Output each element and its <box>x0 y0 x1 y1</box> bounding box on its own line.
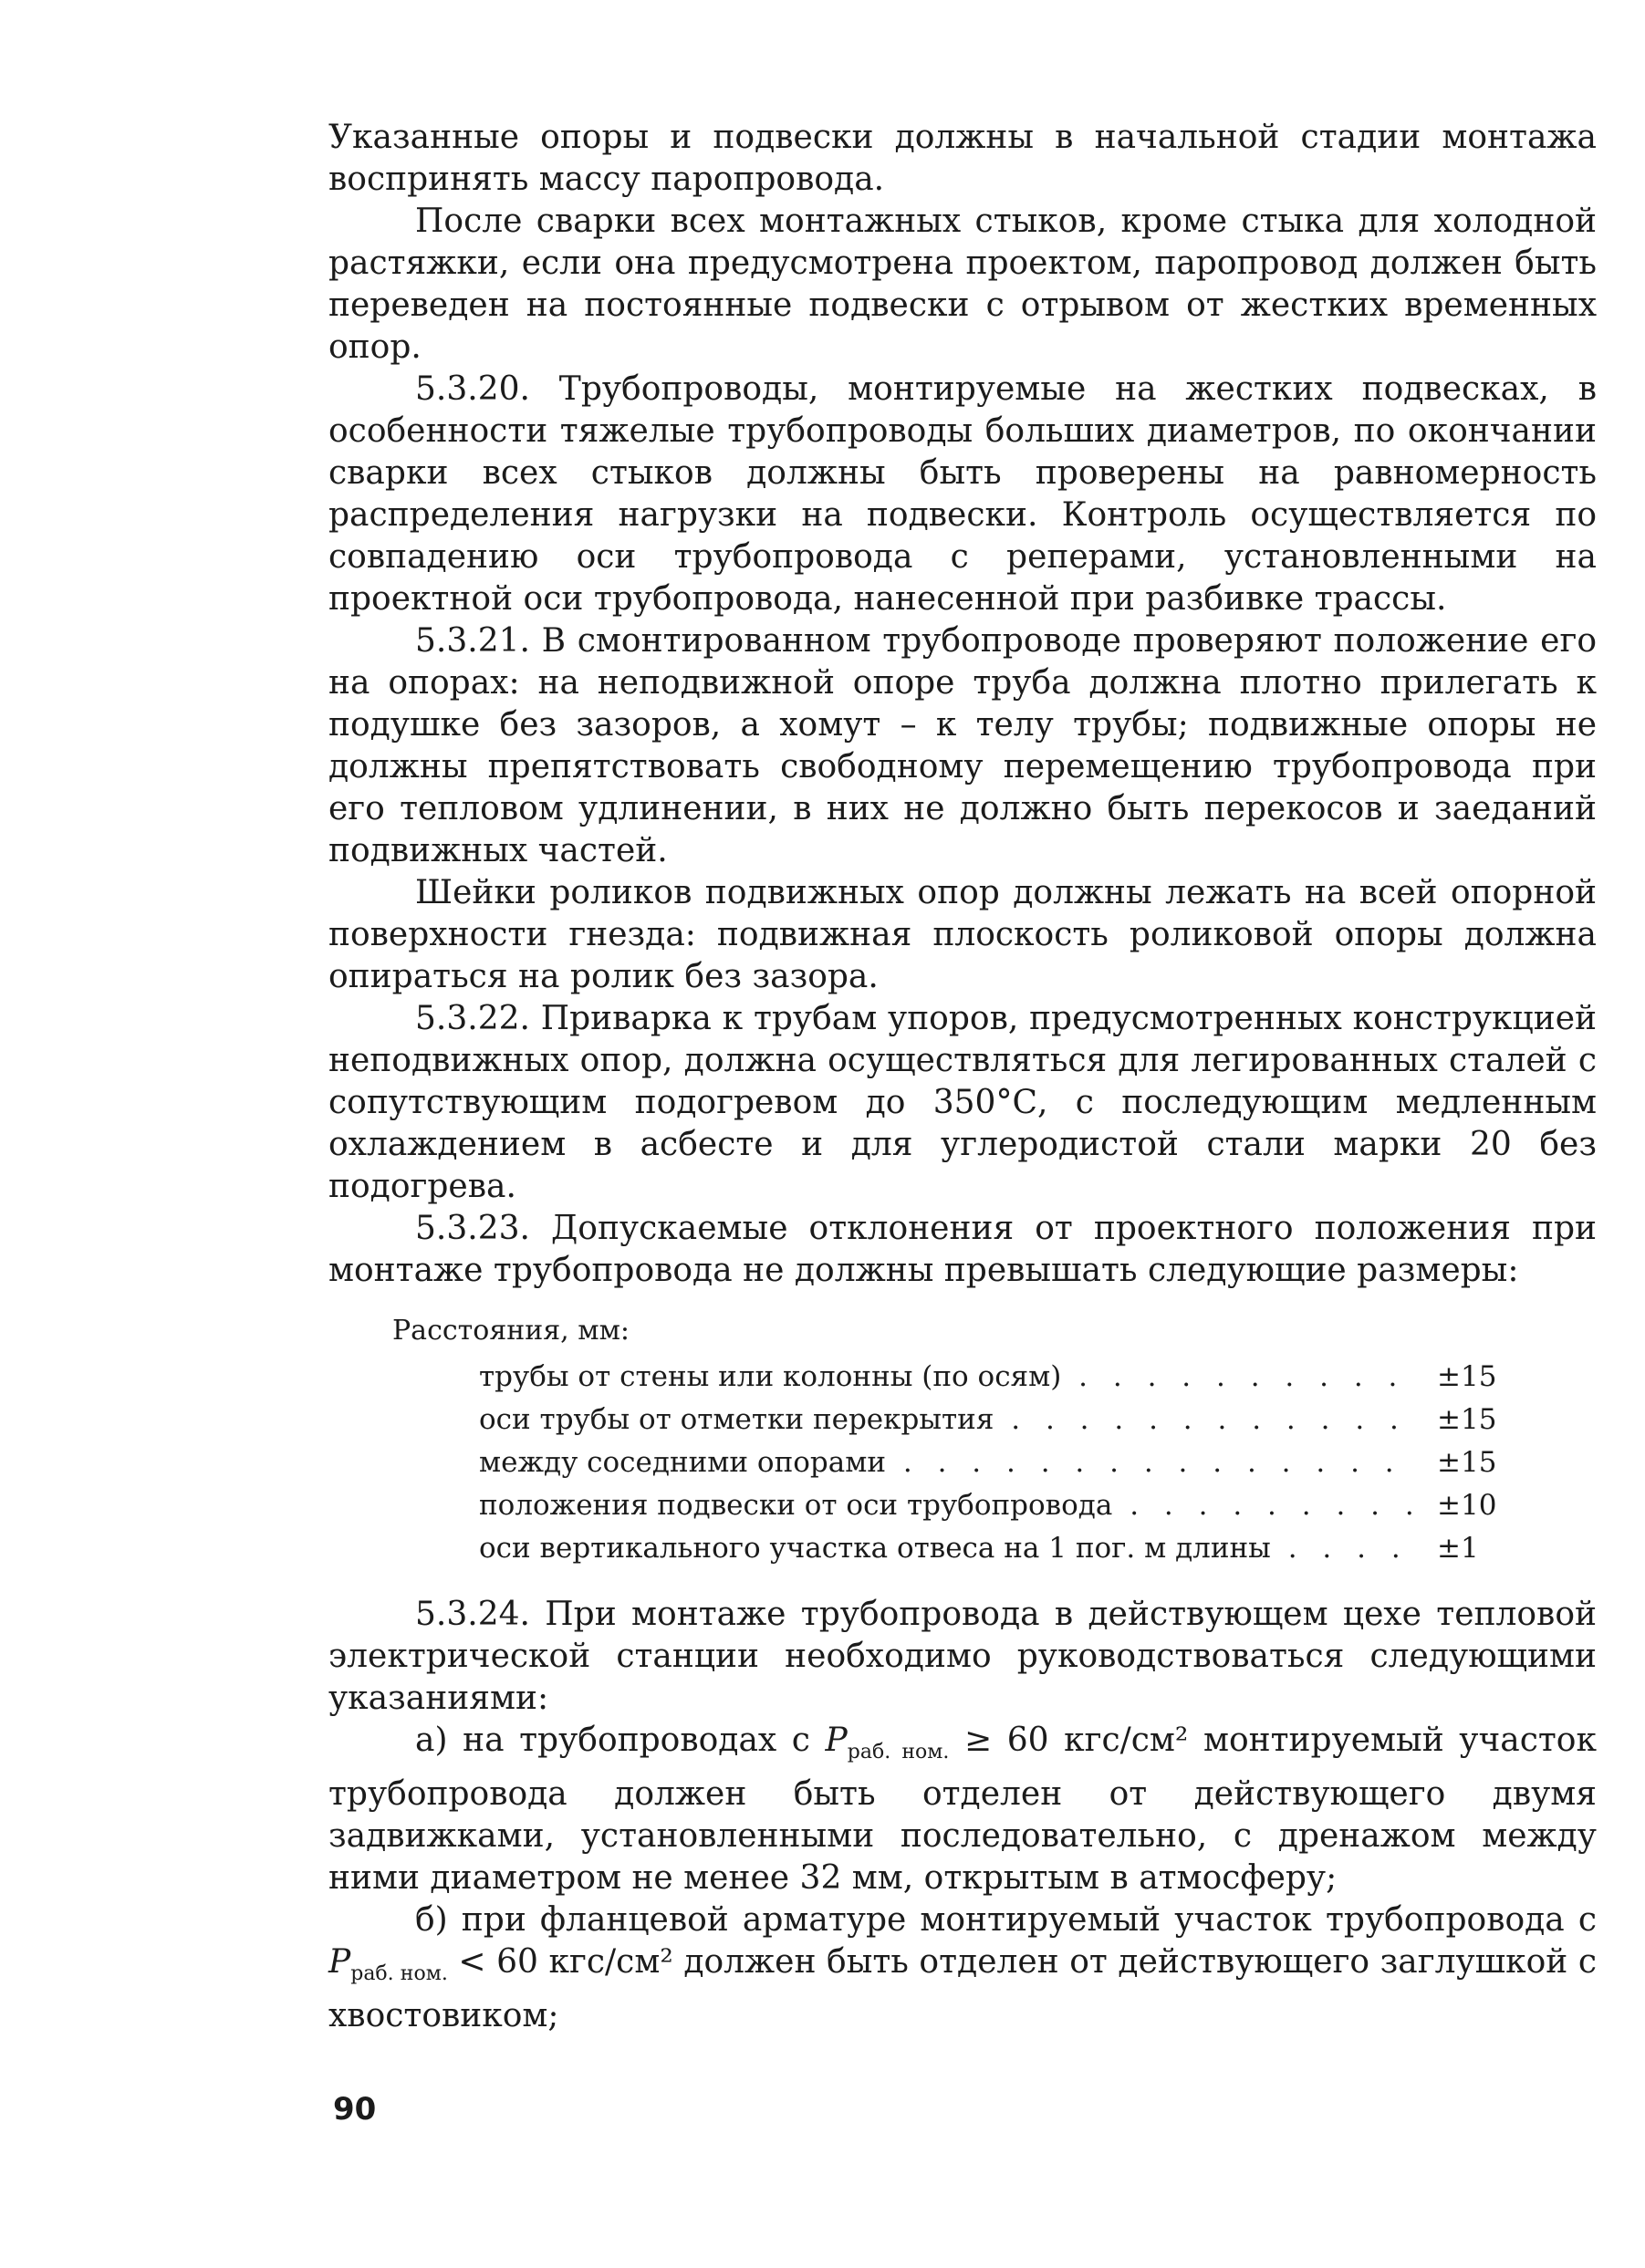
table-row <box>479 1527 1537 1570</box>
row-label: оси вертикального участка отвеса на 1 пог. м длины . . . <box>479 1527 1419 1570</box>
pressure-symbol: P <box>825 1722 848 1759</box>
tolerance-caption: Расстояния, мм: <box>392 1315 630 1347</box>
table-row <box>479 1399 1537 1441</box>
item-a-text: ≥ 60 кгс/см² монтируемый участок трубопровода должен быть отделен от действующего двумя задвижками, установленными последовательно, с дренажом между ними диаметром не менее 32 мм, открытым в атмосферу; <box>328 1722 1597 1898</box>
row-value: ±15 <box>1419 1441 1537 1484</box>
item-b-prefix: б) при фланцевой арматуре монтируемый участок трубопровода с <box>415 1901 1597 1940</box>
table-row <box>479 1356 1537 1399</box>
pressure-subscript: раб. ном. <box>350 1962 448 1986</box>
paragraph-item-b <box>328 1899 1597 2037</box>
body-text <box>328 117 1597 2037</box>
paragraph-5-3-22: 5.3.22. Приварка к трубам упоров, предусмотренных конструкцией неподвижных опор, должна осуществляться для легированных сталей с сопутствующим подогревом до 350°С, с последующим медленным охлаждением в асбесте и для углеродистой стали марки 20 без подогрева. <box>328 1000 1597 1205</box>
item-a-prefix: а) на трубопроводах с <box>415 1722 826 1759</box>
item-b-text: < 60 кгс/см² должен быть отделен от действующего заглушкой с хвостовиком; <box>328 1943 1597 2035</box>
tolerance-table <box>479 1356 1537 1570</box>
table-row <box>479 1484 1537 1527</box>
row-label: между соседними опорами . . . <box>479 1441 1419 1484</box>
paragraph-5-3-20: 5.3.20. Трубопроводы, монтируемые на жестких подвесках, в особенности тяжелые трубопроводы больших диаметров, по окончании сварки всех стыков должны быть проверены на равномерность распределения нагрузки на подвески. Контроль осуществляется по совпадению оси трубопровода с реперами, установленными на проектной оси трубопровода, нанесенной при разбивке трассы. <box>328 370 1597 618</box>
row-value: ±10 <box>1419 1484 1537 1527</box>
row-value: ±15 <box>1419 1399 1537 1441</box>
row-label: положения подвески от оси трубопровода . . . <box>479 1484 1419 1527</box>
paragraph-rollers: Шейки роликов подвижных опор должны лежать на всей опорной поверхности гнезда: подвижная плоскость роликовой опоры должна опираться на ролик без зазора. <box>328 874 1597 995</box>
row-label: трубы от стены или колонны (по осям) . . . <box>479 1356 1419 1399</box>
paragraph-item-a <box>328 1720 1597 1899</box>
table-row <box>479 1441 1537 1484</box>
pressure-subscript: раб. ном. <box>847 1741 950 1764</box>
page-number: 90 <box>333 2091 377 2128</box>
paragraph-supports-intro: Указанные опоры и подвески должны в начальной стадии монтажа воспринять массу паропровода. <box>328 119 1597 198</box>
paragraph-5-3-24: 5.3.24. При монтаже трубопровода в действующем цехе тепловой электрической станции необходимо руководствоваться следующими указаниями: <box>328 1596 1597 1717</box>
paragraph-welding: После сварки всех монтажных стыков, кроме стыка для холодной растяжки, если она предусмотрена проектом, паропровод должен быть переведен на постоянные подвески с отрывом от жестких временных опор. <box>328 203 1597 366</box>
row-value: ±1 <box>1419 1527 1537 1570</box>
row-label: оси трубы от отметки перекрытия . . . <box>479 1399 1419 1441</box>
pressure-symbol: P <box>328 1943 351 1982</box>
paragraph-5-3-23: 5.3.23. Допускаемые отклонения от проектного положения при монтаже трубопровода не должны превышать следующие размеры: <box>328 1210 1597 1289</box>
row-value: ±15 <box>1419 1356 1537 1399</box>
paragraph-5-3-21: 5.3.21. В смонтированном трубопроводе проверяют положение его на опорах: на неподвижной опоре труба должна плотно прилегать к подушке без зазоров, а хомут – к телу трубы; подвижные опоры не должны препятствовать свободному перемещению трубопровода при его тепловом удлинении, в них не должно быть перекосов и заеданий подвижных частей. <box>328 622 1597 869</box>
